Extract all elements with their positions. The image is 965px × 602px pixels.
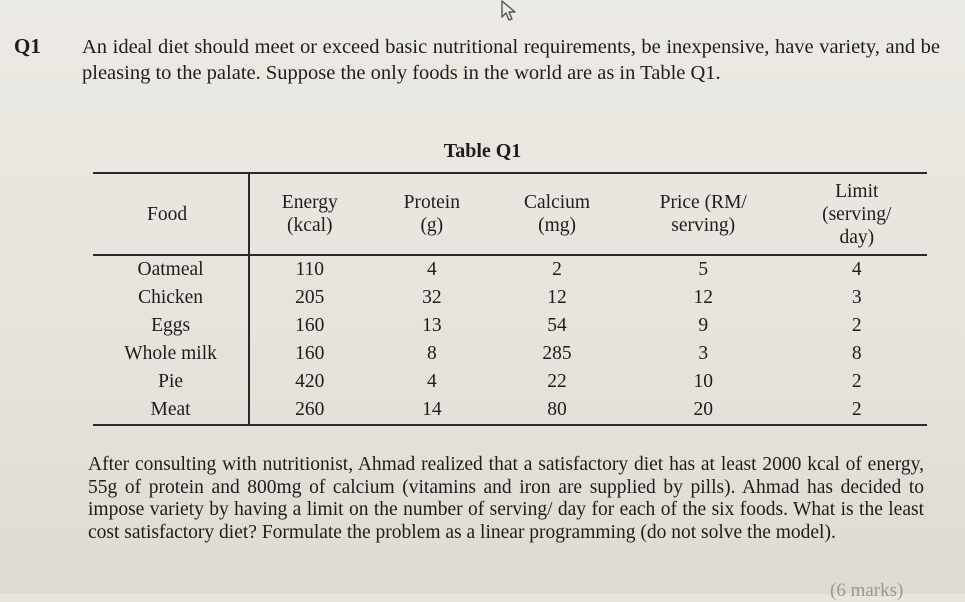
cell-limit: 2 [787,396,927,425]
header-price: Price (RM/ serving) [620,173,787,255]
cell-protein: 13 [422,315,442,336]
cell-limit: 2 [851,371,862,392]
table-row [93,340,927,368]
cell-protein: 4 [426,371,437,392]
header-limit: Limit (serving/ day) [787,173,927,255]
cell-food: Eggs [93,312,249,340]
cell-price: 5 [698,259,709,280]
table-row [93,255,927,284]
cell-protein: 4 [426,259,437,280]
cell-energy: 160 [295,343,325,364]
cell-calcium: 12 [547,287,567,308]
cell-limit: 3 [851,287,862,308]
table-row [93,284,927,312]
cell-limit: 2 [851,315,862,336]
cell-food: Oatmeal [93,255,249,284]
table-row [93,312,927,340]
cell-calcium: 285 [542,343,572,364]
cell-calcium: 80 [494,396,620,425]
table-title: Table Q1 [443,140,522,162]
cell-price: 9 [698,315,709,336]
food-table [93,172,927,426]
question-intro: An ideal diet should meet or exceed basic nutritional requirements, be inexpensive, have variety, and be pleasing to the palate. Suppose the only foods in the world are as in Table Q1. [82,36,940,84]
cell-energy: 420 [295,371,325,392]
cell-energy: 260 [249,396,369,425]
header-protein: Protein (g) [369,173,494,255]
table-row [93,368,927,396]
cell-calcium: 2 [552,259,562,280]
cell-protein: 32 [422,287,442,308]
cell-calcium: 54 [547,315,567,336]
cell-energy: 110 [295,259,325,280]
cell-protein: 14 [369,396,494,425]
marks-label: (6 marks) [830,580,904,601]
cell-food: Meat [93,396,249,425]
cell-energy: 205 [295,287,325,308]
cell-limit: 4 [851,259,862,280]
cell-price: 10 [693,371,713,392]
cell-price: 20 [620,396,787,425]
question-body: After consulting with nutritionist, Ahmad realized that a satisfactory diet has at least 2000 kcal of energy, 55g of protein and 800mg of calcium (vitamins and iron are supplied by pills). Ahmad has decided to impose variety by having a limit on the number of serving/ day for each of the six foods. What is the least cost satisfactory diet? Formulate the problem as a linear programming (do not solve the model). [88,454,924,543]
cell-limit: 8 [851,343,862,364]
cell-calcium: 22 [547,371,567,392]
cell-protein: 8 [426,343,437,364]
table-header-row [93,173,927,255]
mouse-cursor-icon [500,0,518,22]
cell-food: Pie [93,368,249,396]
header-calcium: Calcium (mg) [494,173,620,255]
header-food: Food [93,173,249,255]
table-row [93,396,927,425]
header-energy: Energy (kcal) [249,173,369,255]
cell-food: Whole milk [93,340,249,368]
cell-food: Chicken [93,284,249,312]
cell-energy: 160 [295,315,325,336]
cell-price: 3 [698,343,709,364]
cell-price: 12 [693,287,713,308]
question-number: Q1 [14,34,41,58]
